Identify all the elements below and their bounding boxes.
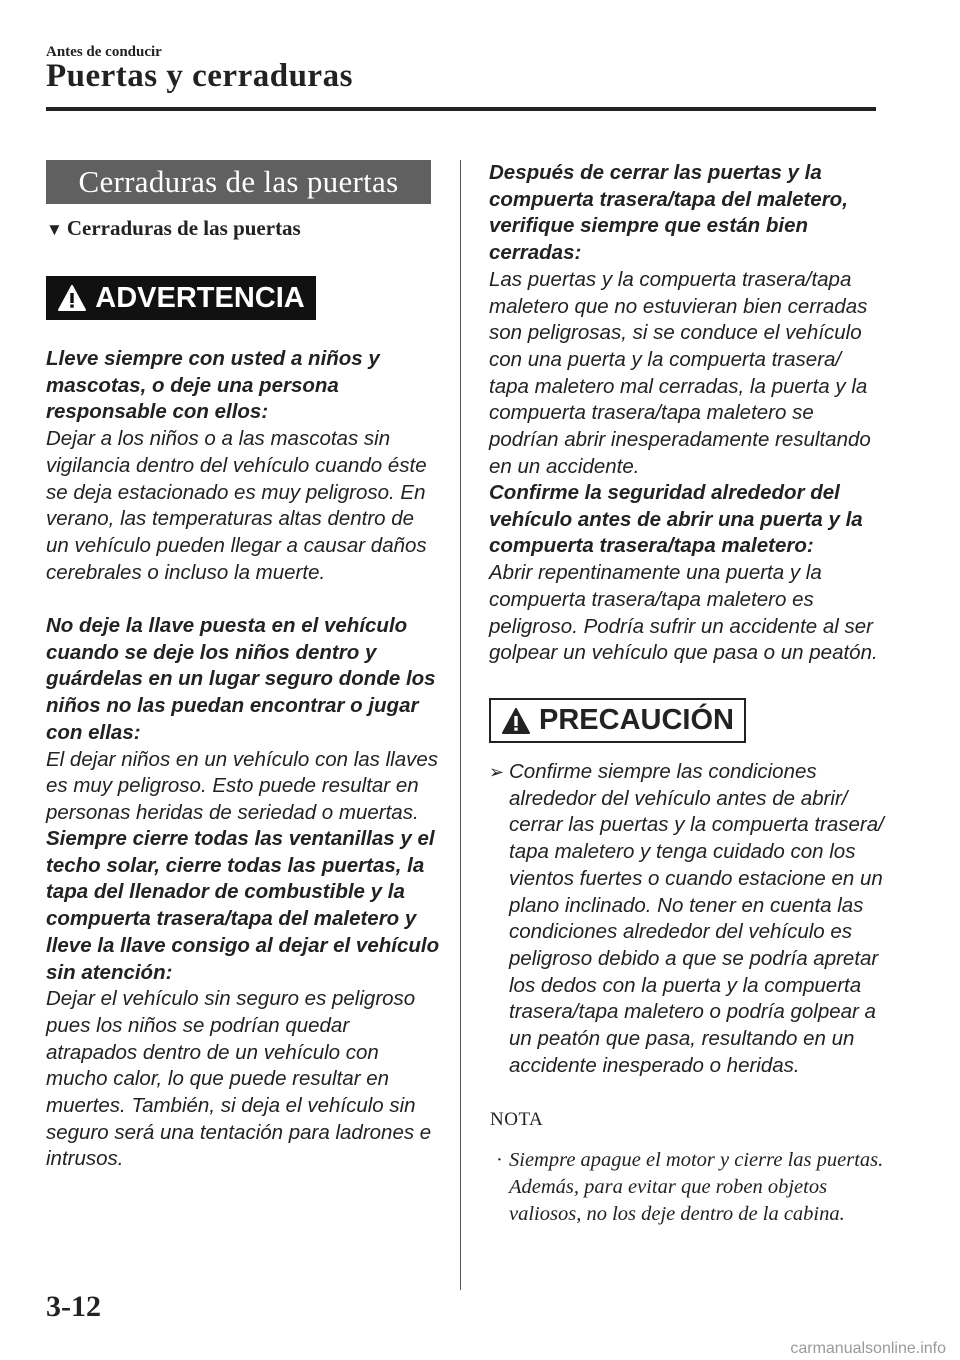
page-number: 3-12	[46, 1290, 101, 1323]
warning-item	[489, 160, 879, 480]
warning-item-text: Las puertas y la compuerta trasera/tapa maletero que no estuvieran bien cerradas son peligrosas, si se conduce el vehículo con una puerta y la compuerta trasera/ tapa maletero mal cerradas, la puerta y la compuerta trasera/tapa maletero se podrían abrir inesperadamente resultando en un accidente.	[489, 267, 871, 478]
arrow-bullet-icon: ➢	[489, 762, 505, 782]
warning-item	[489, 480, 879, 667]
dot-bullet-icon: ·	[496, 1149, 503, 1171]
caution-item-text: Confirme siempre las condiciones alrededor del vehículo antes de abrir/ cerrar las puertas y la compuerta trasera/ tapa maletero y tenga cuidado con los vientos fuertes o cuando estacione en un plano inclinado. No tener en cuenta las condiciones alrededor del vehículo es peligroso debido a que se podría apretar los dedos con la puerta y la compuerta trasera/tapa maletero o podría golpear a un peatón que pasa, resultando en un accidente inesperado o heridas.	[509, 760, 884, 1077]
note-item	[490, 1147, 890, 1228]
warning-triangle-icon	[501, 707, 531, 735]
warning-item	[46, 826, 441, 1173]
subheading-text: Cerraduras de las puertas	[66, 216, 301, 240]
column-divider	[460, 160, 461, 1290]
warning-item-heading: Confirme la seguridad alrededor del vehículo antes de abrir una puerta y la compuerta trasera/tapa maletero:	[489, 481, 863, 558]
triangle-bullet-icon: ▼	[46, 220, 63, 239]
caution-label	[489, 698, 746, 743]
section-subheading	[46, 216, 301, 241]
warning-item-text: Dejar el vehículo sin seguro es peligroso pues los niños se podrían quedar atrapados dentro de un vehículo con mucho calor, lo que puede resultar en muertes. También, si deja el vehículo sin seguro será una tentación para ladrones e intrusos.	[46, 987, 432, 1171]
note-label: NOTA	[490, 1109, 544, 1130]
warning-label	[46, 276, 316, 320]
warning-item-text: Dejar a los niños o a las mascotas sin vigilancia dentro del vehículo cuando éste se deja estacionado es muy peligroso. En verano, las temperaturas altas dentro de un vehículo pueden llegar a causar daños cerebrales o incluso la muerte.	[46, 427, 427, 584]
warning-item	[46, 346, 441, 586]
warning-item-text: El dejar niños en un vehículo con las llaves es muy peligroso. Esto puede resultar en personas heridas de seriedad o muertas.	[46, 747, 439, 824]
warning-item	[46, 613, 441, 827]
warning-item-heading: Después de cerrar las puertas y la compuerta trasera/tapa del maletero, verifique siempre que están bien cerradas:	[489, 161, 848, 265]
note-item-text: Siempre apague el motor y cierre las puertas. Además, para evitar que roben objetos valiosos, no los deje dentro de la cabina.	[509, 1149, 884, 1225]
section-banner: Cerraduras de las puertas	[46, 160, 431, 204]
warning-triangle-icon	[57, 284, 87, 312]
breadcrumb: Antes de conducir	[46, 44, 162, 60]
title-rule	[46, 107, 876, 111]
caution-label-text: PRECAUCIÓN	[539, 704, 734, 736]
warning-item-heading: Lleve siempre con usted a niños y mascotas, o deje una persona responsable con ellos:	[46, 347, 380, 424]
caution-item	[489, 759, 889, 1079]
page-title: Puertas y cerraduras	[46, 58, 353, 94]
warning-item-heading: Siempre cierre todas las ventanillas y el techo solar, cierre todas las puertas, la tapa del llenador de combustible y la compuerta trasera/tapa del maletero y lleve la llave consigo al dejar el vehículo sin atención:	[46, 827, 440, 984]
watermark: carmanualsonline.info	[790, 1340, 946, 1357]
warning-label-text: ADVERTENCIA	[95, 281, 305, 314]
warning-item-text: Abrir repentinamente una puerta y la compuerta trasera/tapa maletero es peligroso. Podría sufrir un accidente al ser golpear un vehículo que pasa o un peatón.	[489, 561, 878, 665]
warning-item-heading: No deje la llave puesta en el vehículo cuando se deje los niños dentro y guárdelas en un lugar seguro donde los niños no las puedan encontrar o jugar con ellas:	[46, 614, 436, 744]
